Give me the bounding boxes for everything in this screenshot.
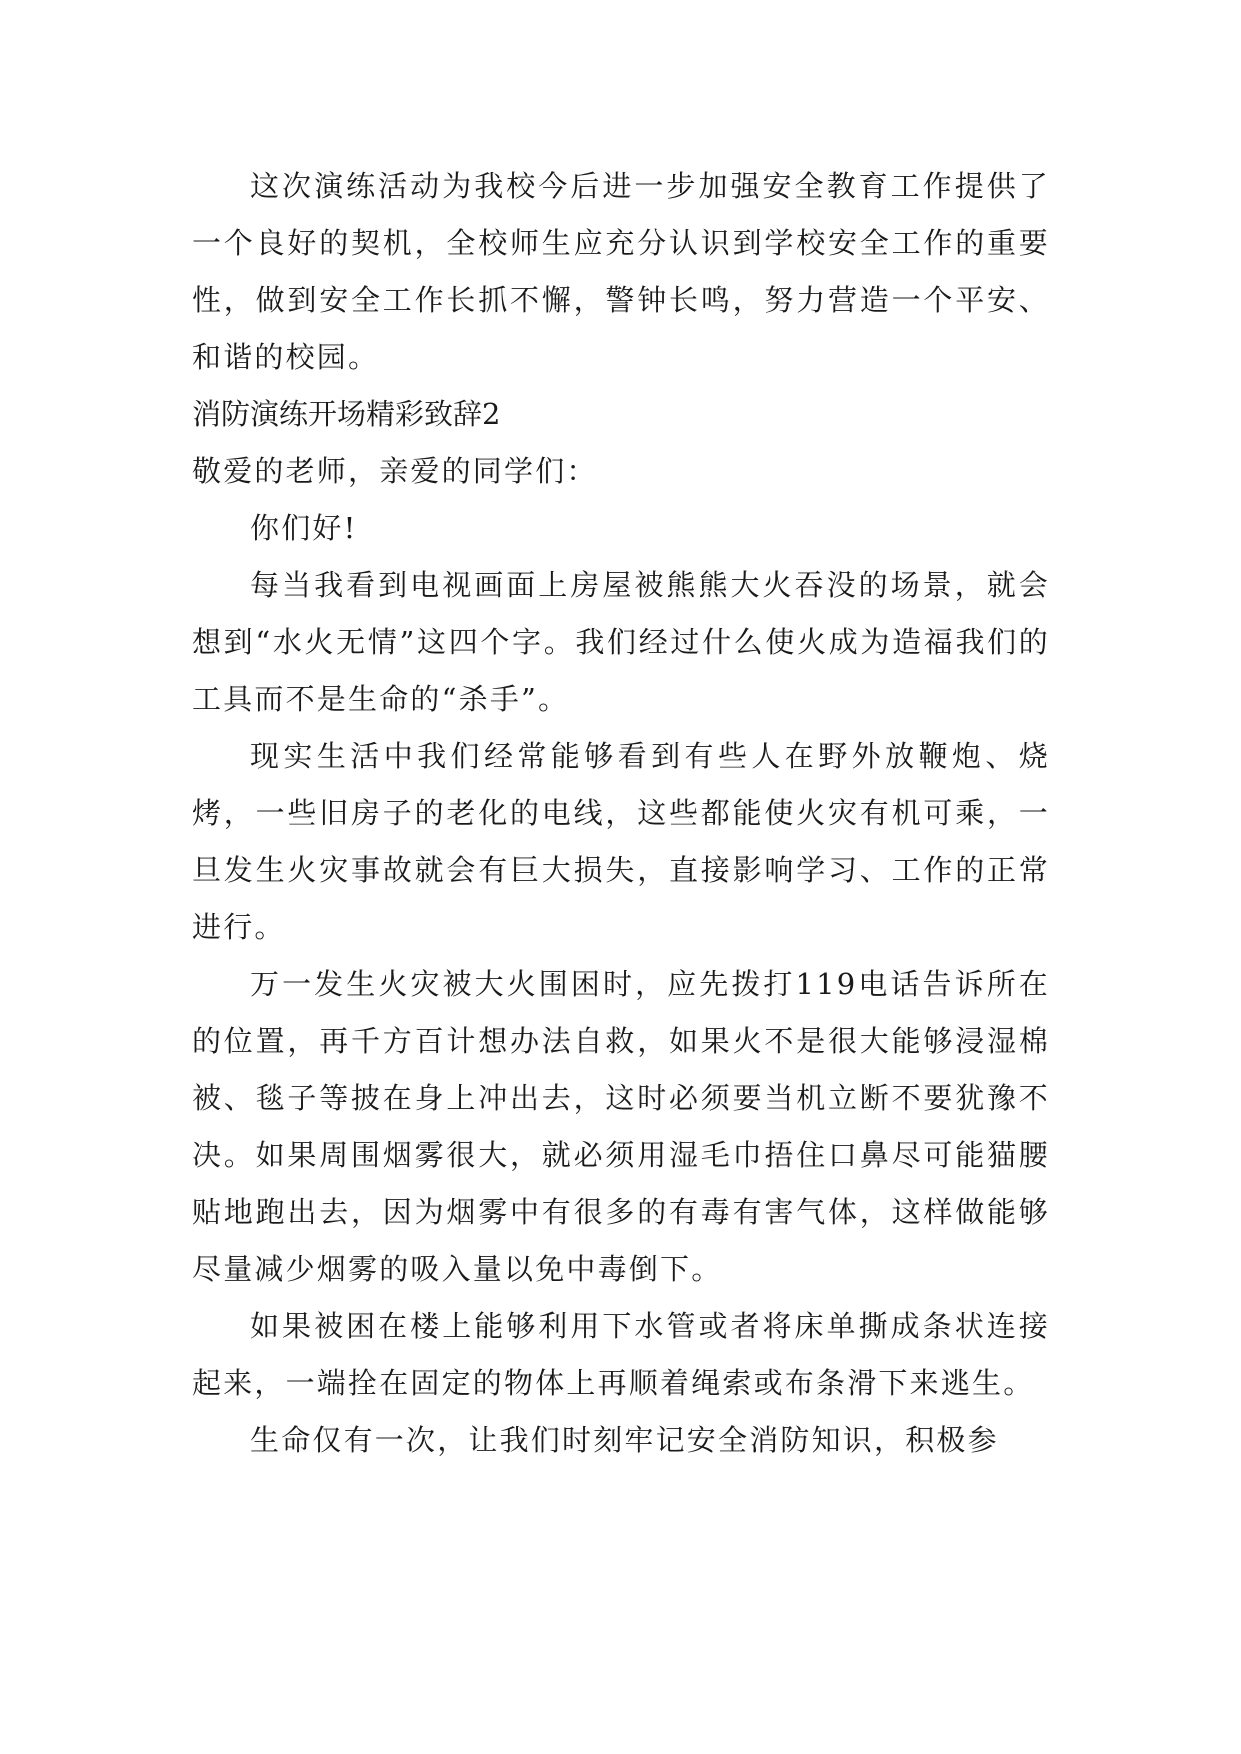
paragraph-daily-hazards: 现实生活中我们经常能够看到有些人在野外放鞭炮、烧烤，一些旧房子的老化的电线，这些都能使火灾有机可乘，一旦发生火灾事故就会有巨大损失，直接影响学习、工作的正常进行。 bbox=[192, 739, 1050, 944]
paragraph-self-rescue: 万一发生火灾被大火围困时，应先拨打119电话告诉所在的位置，再千方百计想办法自救，如果火不是很大能够浸湿棉被、毯子等披在身上冲出去，这时必须要当机立断不要犹豫不决。如果周围烟雾很大，就必须用湿毛巾捂住口鼻尽可能猫腰贴地跑出去，因为烟雾中有很多的有毒有害气体，这样做能够尽量减少烟雾的吸入量以免中毒倒下。 bbox=[192, 967, 1050, 1286]
section-heading: 消防演练开场精彩致辞2 bbox=[192, 397, 501, 431]
salutation: 敬爱的老师，亲爱的同学们： bbox=[192, 454, 598, 488]
paragraph-closing: 生命仅有一次，让我们时刻牢记安全消防知识，积极参 bbox=[250, 1423, 999, 1457]
paragraph-drill-summary: 这次演练活动为我校今后进一步加强安全教育工作提供了一个良好的契机，全校师生应充分认识到学校安全工作的重要性，做到安全工作长抓不懈，警钟长鸣，努力营造一个平安、和谐的校园。 bbox=[192, 169, 1050, 374]
paragraph-fire-scene: 每当我看到电视画面上房屋被熊熊大火吞没的场景，就会想到“水火无情”这四个字。我们经过什么使火成为造福我们的工具而不是生命的“杀手”。 bbox=[192, 568, 1050, 716]
paragraph-escape-upstairs: 如果被困在楼上能够利用下水管或者将床单撕成条状连接起来，一端拴在固定的物体上再顺着绳索或布条滑下来逃生。 bbox=[192, 1309, 1050, 1400]
document-body bbox=[192, 158, 1050, 1469]
greeting: 你们好! bbox=[250, 511, 358, 545]
